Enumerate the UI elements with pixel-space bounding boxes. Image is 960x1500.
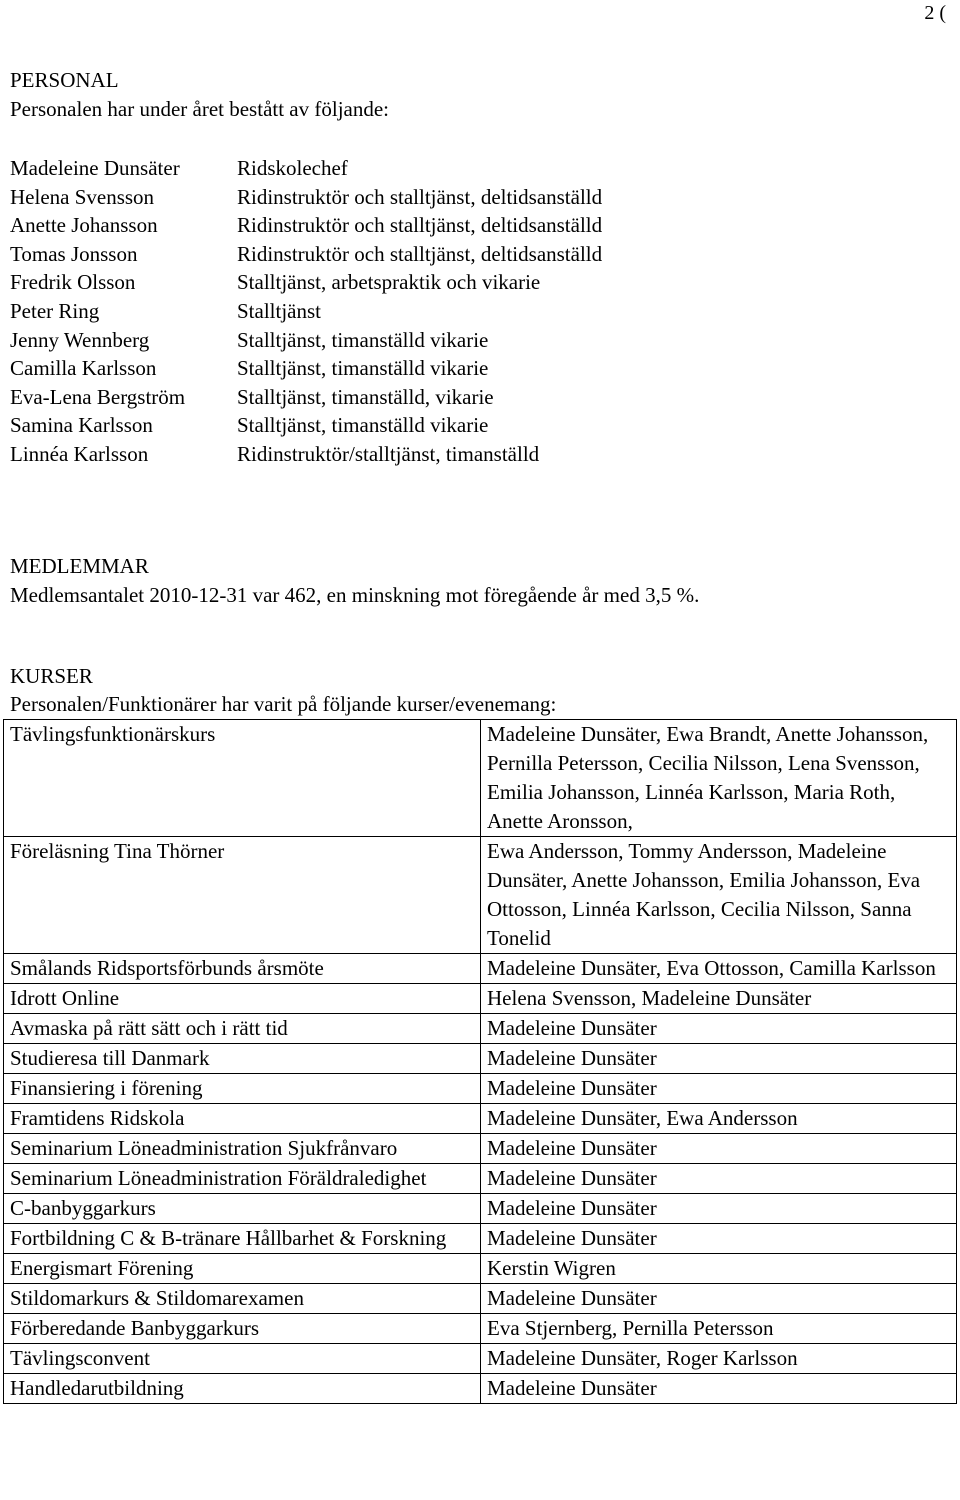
course-attendees: Madeleine Dunsäter <box>481 1134 957 1164</box>
staff-role: Ridinstruktör och stalltjänst, deltidsanställd <box>237 213 603 238</box>
course-attendees: Helena Svensson, Madeleine Dunsäter <box>481 984 957 1014</box>
course-attendees: Madeleine Dunsäter <box>481 1044 957 1074</box>
staff-row <box>10 154 602 183</box>
staff-name: Jenny Wennberg <box>10 327 150 352</box>
staff-role: Ridinstruktör/stalltjänst, timanställd <box>237 441 540 466</box>
staff-role: Stalltjänst, timanställd vikarie <box>237 356 489 381</box>
staff-row <box>10 183 602 212</box>
staff-row <box>10 297 602 326</box>
course-row <box>4 1284 957 1314</box>
course-name: Stildomarkurs & Stildomarexamen <box>4 1284 481 1314</box>
members-heading: MEDLEMMAR <box>10 554 149 578</box>
staff-role: Ridinstruktör och stalltjänst, deltidsanställd <box>237 184 603 209</box>
course-row <box>4 1014 957 1044</box>
staff-role: Stalltjänst, arbetspraktik och vikarie <box>237 270 541 295</box>
course-name: Studieresa till Danmark <box>4 1044 481 1074</box>
course-attendees: Ewa Andersson, Tommy Andersson, Madeleine Dunsäter, Anette Johansson, Emilia Johansson, Eva Ottosson, Linnéa Karlsson, Cecilia Nilsson, Sanna Tonelid <box>481 837 957 954</box>
course-attendees: Madeleine Dunsäter <box>481 1074 957 1104</box>
staff-row <box>10 440 602 469</box>
course-attendees: Madeleine Dunsäter <box>481 1224 957 1254</box>
staff-role: Stalltjänst <box>237 298 321 323</box>
course-row <box>4 1044 957 1074</box>
course-attendees: Madeleine Dunsäter <box>481 1164 957 1194</box>
staff-name: Helena Svensson <box>10 184 155 209</box>
personal-heading: PERSONAL <box>10 68 119 92</box>
course-name: Fortbildning C & B-tränare Hållbarhet & Forskning <box>4 1224 481 1254</box>
course-attendees: Madeleine Dunsäter <box>481 1284 957 1314</box>
staff-row <box>10 326 602 355</box>
course-name: Framtidens Ridskola <box>4 1104 481 1134</box>
course-name: Tävlingsfunktionärskurs <box>4 720 481 837</box>
course-name: Tävlingsconvent <box>4 1344 481 1374</box>
course-attendees: Madeleine Dunsäter, Eva Ottosson, Camilla Karlsson <box>481 954 957 984</box>
course-name: Smålands Ridsportsförbunds årsmöte <box>4 954 481 984</box>
course-row <box>4 984 957 1014</box>
staff-name: Fredrik Olsson <box>10 270 136 295</box>
course-attendees: Madeleine Dunsäter <box>481 1374 957 1404</box>
course-attendees: Madeleine Dunsäter <box>481 1194 957 1224</box>
course-name: Förberedande Banbyggarkurs <box>4 1314 481 1344</box>
course-row <box>4 1224 957 1254</box>
course-attendees: Madeleine Dunsäter, Roger Karlsson <box>481 1344 957 1374</box>
course-row <box>4 1254 957 1284</box>
course-name: Seminarium Löneadministration Sjukfrånvaro <box>4 1134 481 1164</box>
courses-intro: Personalen/Funktionärer har varit på följande kurser/evenemang: <box>10 692 557 716</box>
staff-name: Linnéa Karlsson <box>10 441 149 466</box>
staff-name: Eva-Lena Bergström <box>10 384 186 409</box>
course-row <box>4 837 957 954</box>
members-text: Medlemsantalet 2010-12-31 var 462, en minskning mot föregående år med 3,5 %. <box>10 583 700 607</box>
staff-name: Tomas Jonsson <box>10 241 138 266</box>
staff-row <box>10 354 602 383</box>
staff-role: Stalltjänst, timanställd, vikarie <box>237 384 494 409</box>
staff-name: Peter Ring <box>10 298 100 323</box>
course-attendees: Eva Stjernberg, Pernilla Petersson <box>481 1314 957 1344</box>
staff-role: Ridinstruktör och stalltjänst, deltidsanställd <box>237 241 603 266</box>
staff-row <box>10 268 602 297</box>
course-row <box>4 1104 957 1134</box>
personal-intro: Personalen har under året bestått av följande: <box>10 97 390 121</box>
course-name: Seminarium Löneadministration Föräldraledighet <box>4 1164 481 1194</box>
staff-name: Samina Karlsson <box>10 413 153 438</box>
course-row <box>4 1374 957 1404</box>
staff-row <box>10 383 602 412</box>
staff-name: Madeleine Dunsäter <box>10 156 180 180</box>
page-number: 2 ( <box>924 2 946 24</box>
course-name: C-banbyggarkurs <box>4 1194 481 1224</box>
staff-name: Camilla Karlsson <box>10 356 157 381</box>
course-name: Idrott Online <box>4 984 481 1014</box>
course-row <box>4 1314 957 1344</box>
course-row <box>4 1134 957 1164</box>
course-attendees: Madeleine Dunsäter, Ewa Andersson <box>481 1104 957 1134</box>
staff-role: Stalltjänst, timanställd vikarie <box>237 413 489 438</box>
course-row <box>4 1074 957 1104</box>
course-name: Avmaska på rätt sätt och i rätt tid <box>4 1014 481 1044</box>
staff-role: Ridskolechef <box>237 156 348 180</box>
course-name: Handledarutbildning <box>4 1374 481 1404</box>
staff-row <box>10 211 602 240</box>
course-row <box>4 954 957 984</box>
staff-table <box>10 154 602 469</box>
course-name: Finansiering i förening <box>4 1074 481 1104</box>
course-row <box>4 720 957 837</box>
staff-row <box>10 411 602 440</box>
course-row <box>4 1194 957 1224</box>
course-attendees: Madeleine Dunsäter, Ewa Brandt, Anette Johansson, Pernilla Petersson, Cecilia Nilsson, Lena Svensson, Emilia Johansson, Linnéa Karlsson, Maria Roth, Anette Aronsson, <box>481 720 957 837</box>
course-row <box>4 1164 957 1194</box>
course-attendees: Madeleine Dunsäter <box>481 1014 957 1044</box>
staff-name: Anette Johansson <box>10 213 158 238</box>
course-name: Föreläsning Tina Thörner <box>4 837 481 954</box>
course-attendees: Kerstin Wigren <box>481 1254 957 1284</box>
staff-role: Stalltjänst, timanställd vikarie <box>237 327 489 352</box>
courses-table <box>3 719 957 1404</box>
courses-heading: KURSER <box>10 664 93 688</box>
course-row <box>4 1344 957 1374</box>
staff-row <box>10 240 602 269</box>
course-name: Energismart Förening <box>4 1254 481 1284</box>
